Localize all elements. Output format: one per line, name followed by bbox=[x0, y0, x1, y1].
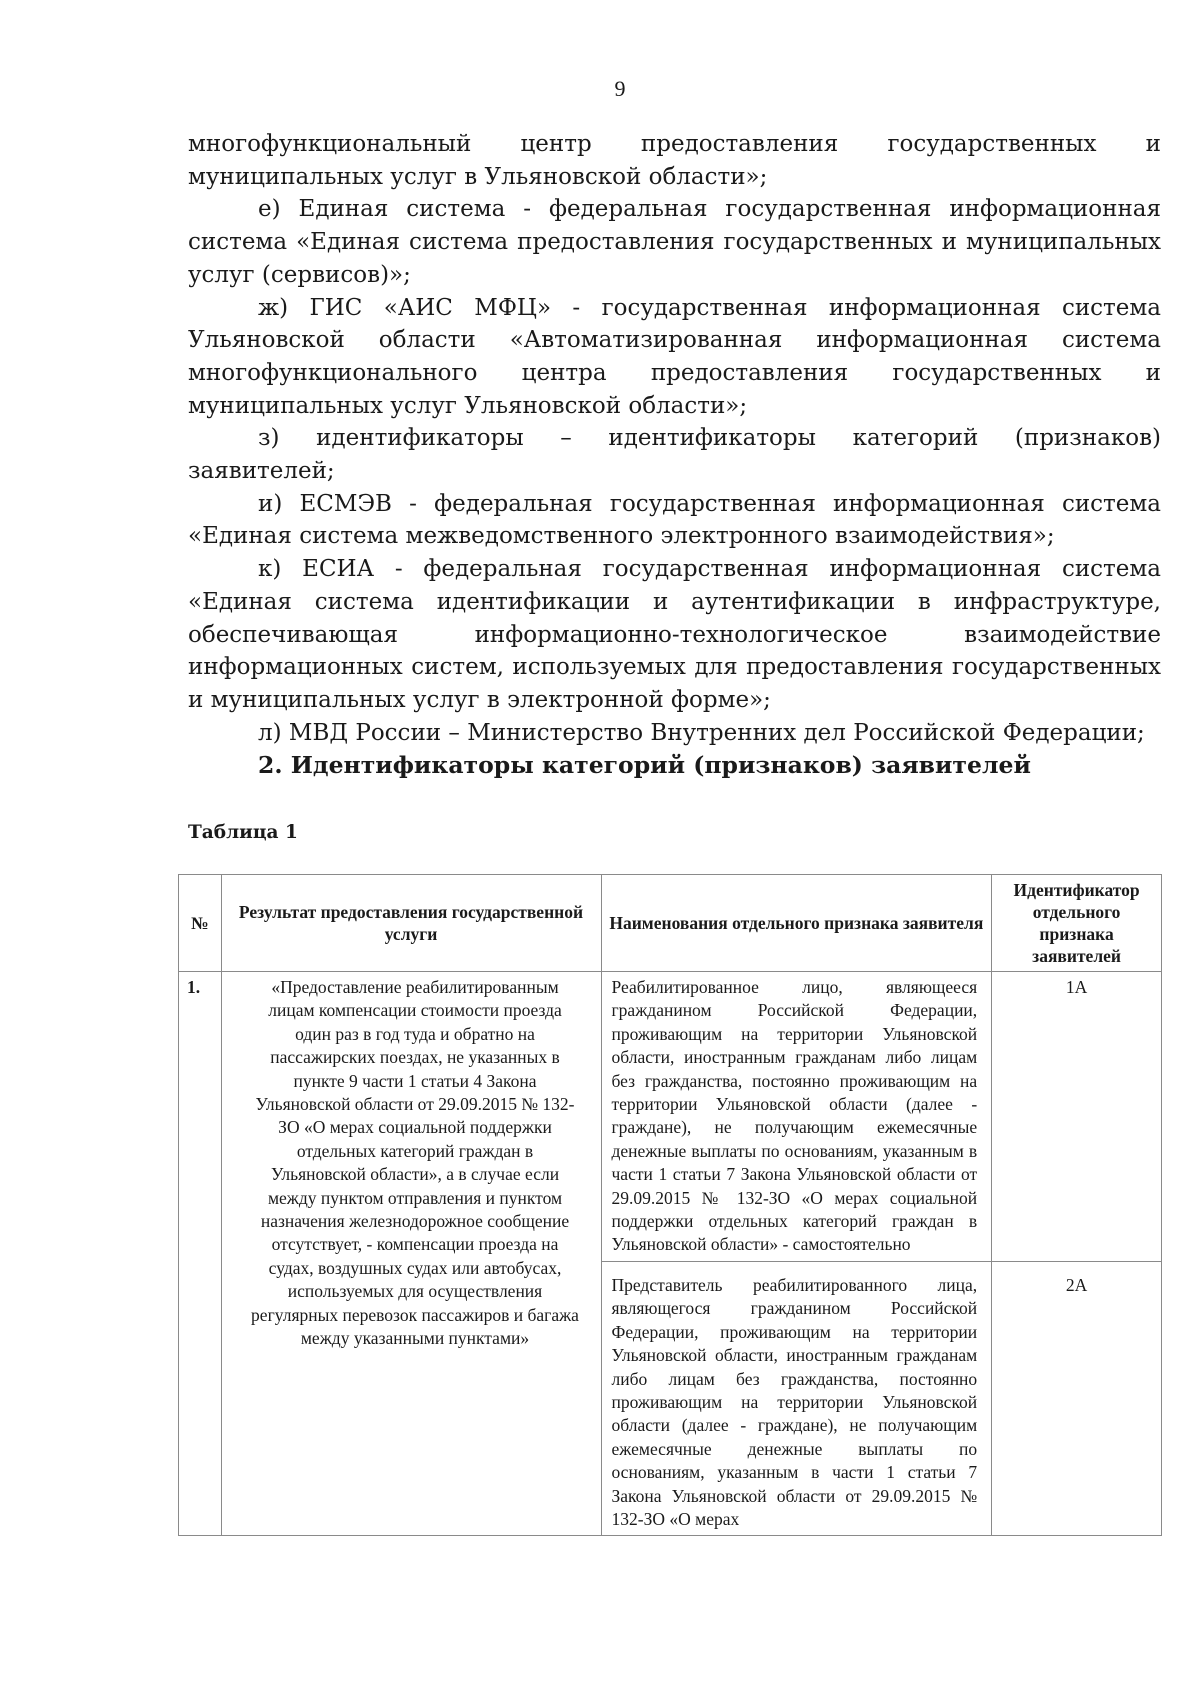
table-caption: Таблица 1 bbox=[188, 822, 298, 843]
table-row bbox=[179, 972, 1162, 1262]
paragraph-item-i: и) ЕСМЭВ - федеральная государственная информационная система «Единая система межведомственного электронного взаимодействия»; bbox=[188, 490, 1161, 550]
paragraph-continuation: многофункциональный центр предоставления государственных и муниципальных услуг в Ульяновской области»; bbox=[188, 131, 1161, 190]
page-number: 9 bbox=[614, 76, 626, 101]
feature-name: Представитель реабилитированного лица, являющегося гражданином Российской Федерации, проживающим на территории Ульяновской области, иностранным гражданам либо лицам без гражданства, постоянно проживающим на территории Ульяновской области (далее - граждане), не получающим ежемесячные денежные выплаты по основаниям, указанным в части 1 статьи 7 Закона Ульяновской области от 29.09.2015 № 132-ЗО «О мерах bbox=[601, 1261, 992, 1535]
identifiers-table bbox=[178, 874, 1162, 1536]
header-feature-id: Идентификатор отдельного признака заявителей bbox=[992, 875, 1162, 972]
feature-name: Реабилитированное лицо, являющееся гражданином Российской Федерации, проживающим на территории Ульяновской области, иностранным гражданам либо лицам без гражданства, постоянно проживающим на территории Ульяновской области (далее - граждане), не получающим ежемесячные денежные выплаты по основаниям, указанным в части 1 статьи 7 Закона Ульяновской области от 29.09.2015 № 132-ЗО «О мерах социальной поддержки отдельных категорий граждан в Ульяновской области» - самостоятельно bbox=[601, 972, 992, 1262]
paragraph-item-z: з) идентификаторы – идентификаторы категорий (признаков) заявителей; bbox=[188, 425, 1161, 485]
feature-id: 1А bbox=[992, 972, 1162, 1262]
paragraph-item-e: е) Единая система - федеральная государственная информационная система «Единая система предоставления государственных и муниципальных услуг (сервисов)»; bbox=[188, 196, 1161, 288]
paragraph-item-l: л) МВД России – Министерство Внутренних дел Российской Федерации; bbox=[258, 719, 1145, 746]
table-header-row bbox=[179, 875, 1162, 972]
paragraph-item-zh: ж) ГИС «АИС МФЦ» - государственная информационная система Ульяновской области «Автоматизированная информационная система многофункционального центра предоставления государственных и муниципальных услуг Ульяновской области»; bbox=[188, 294, 1161, 419]
header-number: № bbox=[179, 875, 222, 972]
section-heading: 2. Идентификаторы категорий (признаков) заявителей bbox=[258, 751, 1031, 779]
body-text bbox=[188, 128, 1161, 749]
service-result: «Предоставление реабилитированным лицам компенсации стоимости проезда один раз в год туда и обратно на пассажирских поездах, не указанных в пункте 9 части 1 статьи 4 Закона Ульяновской области от 29.09.2015 № 132-ЗО «О мерах социальной поддержки отдельных категорий граждан в Ульяновской области», а в случае если между пунктом отправления и пунктом назначения железнодорожное сообщение отсутствует, - компенсации проезда на судах, воздушных судах или автобусах, используемых для осуществления регулярных перевозок пассажиров и багажа между указанными пунктами» bbox=[221, 972, 601, 1536]
feature-id: 2А bbox=[992, 1261, 1162, 1535]
paragraph-item-k: к) ЕСИА - федеральная государственная информационная система «Единая система идентификации и аутентификации в инфраструктуре, обеспечивающая информационно-технологическое взаимодействие информационных систем, используемых для предоставления государственных и муниципальных услуг в электронной форме»; bbox=[188, 556, 1161, 713]
header-result: Результат предоставления государственной услуги bbox=[221, 875, 601, 972]
row-number: 1. bbox=[179, 972, 222, 1536]
header-feature-name: Наименования отдельного признака заявителя bbox=[601, 875, 992, 972]
